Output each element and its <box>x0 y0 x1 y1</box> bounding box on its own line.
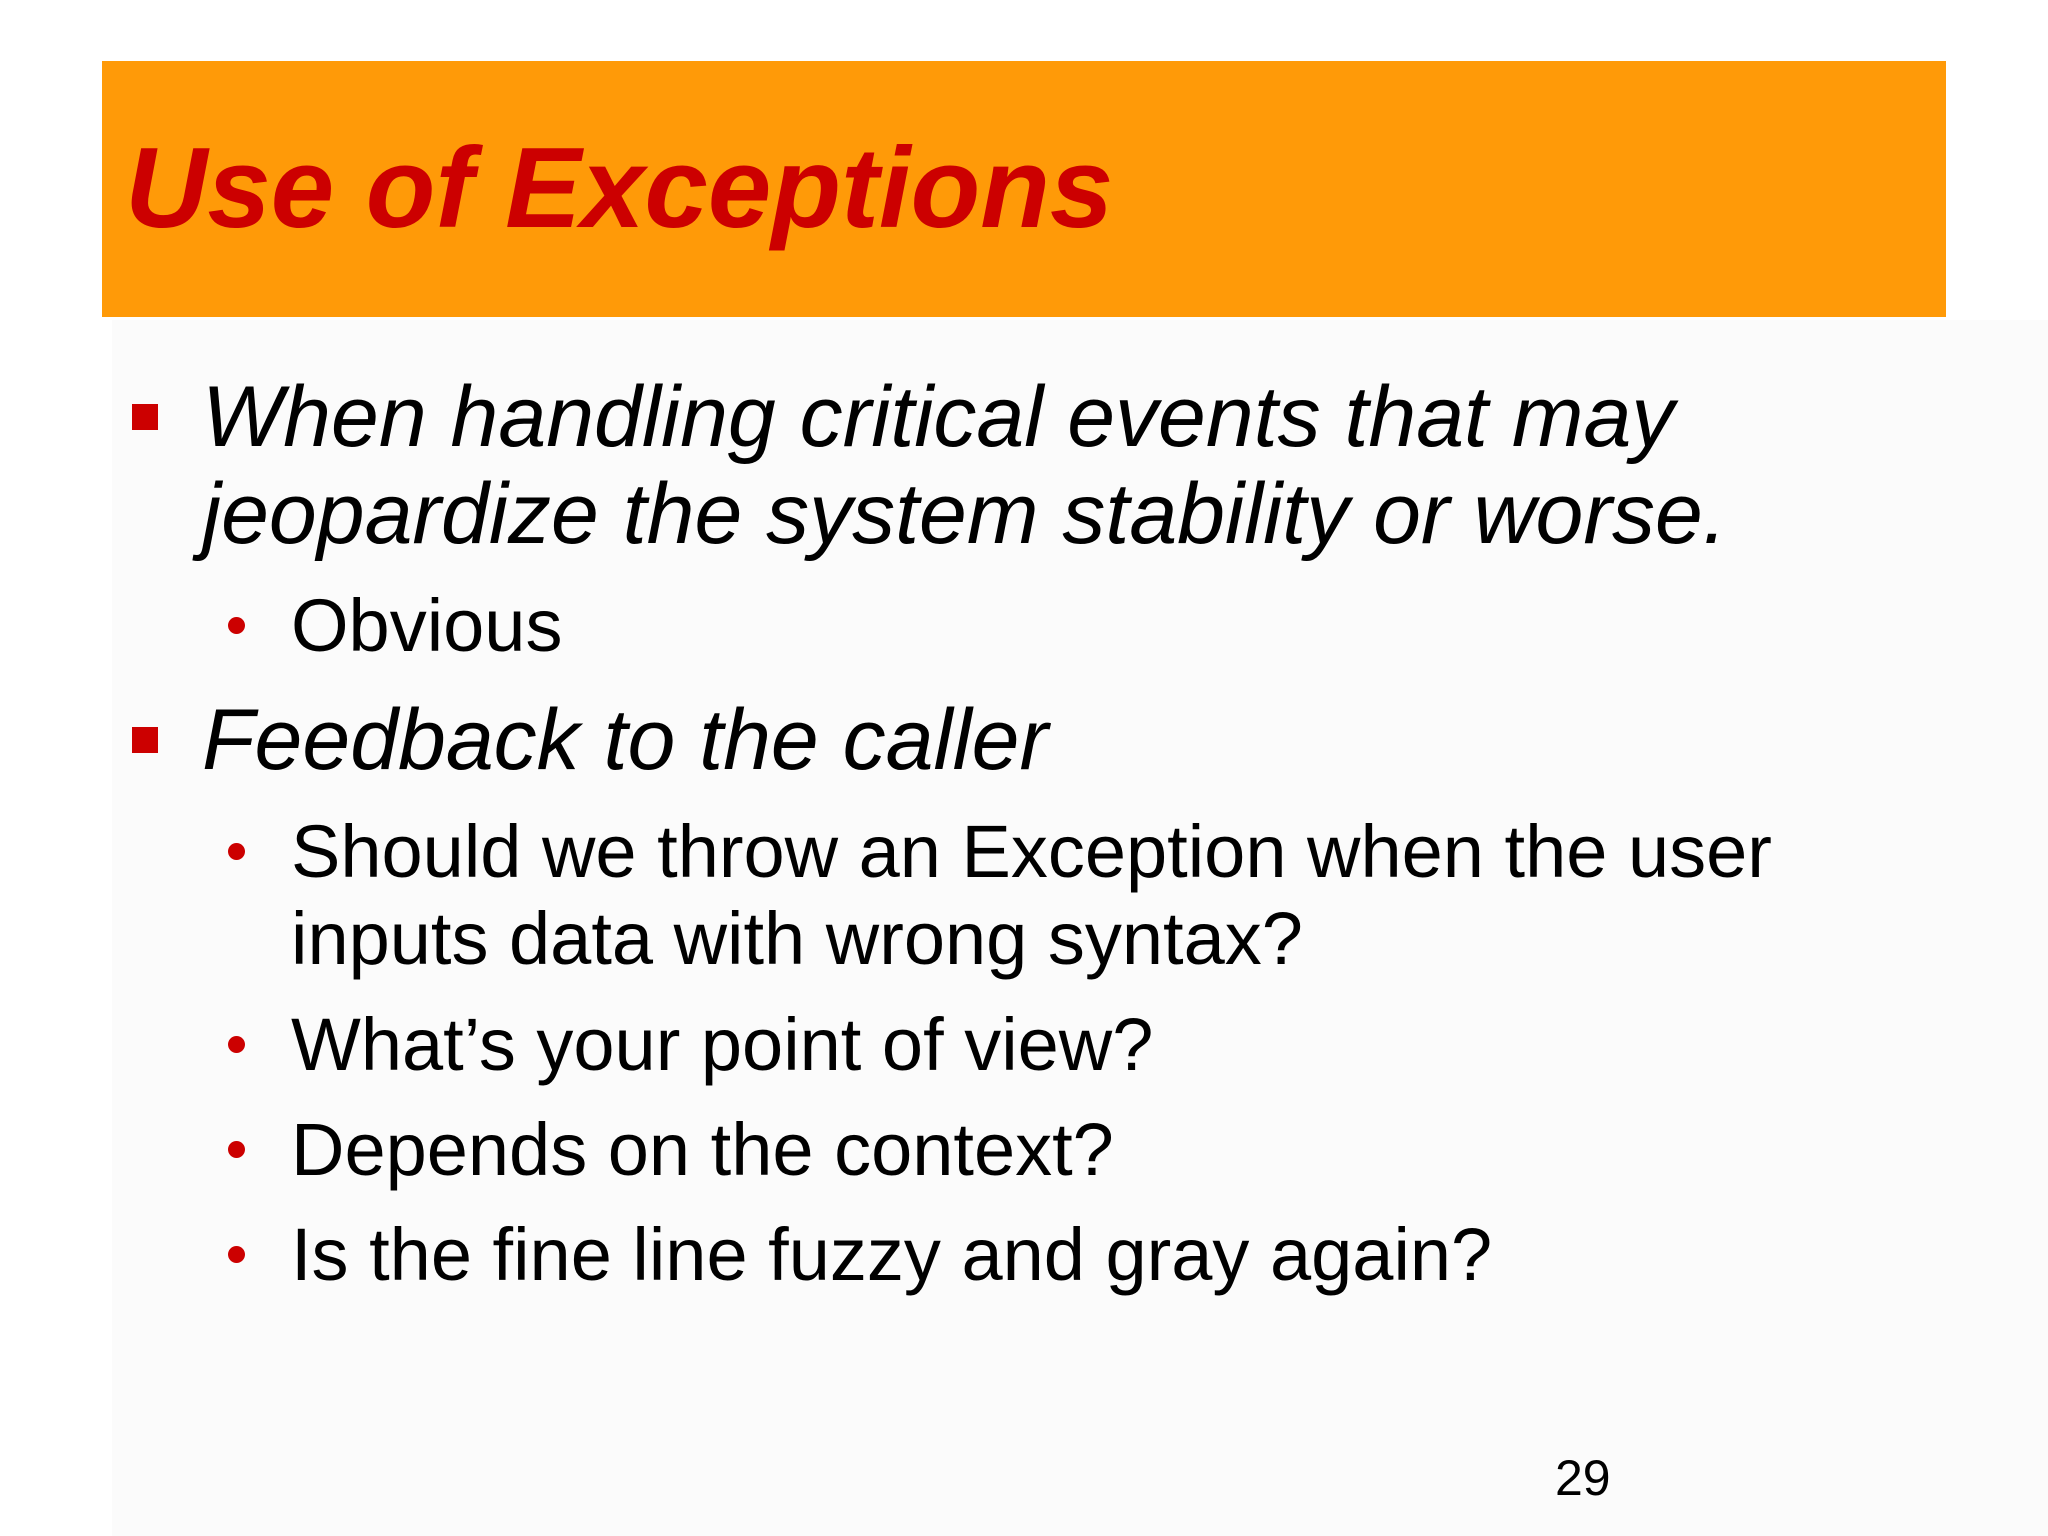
round-bullet-icon <box>228 617 245 634</box>
round-bullet-icon <box>228 1246 245 1263</box>
sub-bullet-fine-line: Is the fine line fuzzy and gray again? <box>291 1213 1493 1296</box>
square-bullet-icon <box>132 404 158 430</box>
bullet-1-line-1: When handling critical events that may <box>202 369 1675 465</box>
slide-title: Use of Exceptions <box>125 125 1114 252</box>
sub-bullet-throw-exception-line-2: inputs data with wrong syntax? <box>291 897 1303 980</box>
sub-bullet-context: Depends on the context? <box>291 1108 1114 1191</box>
round-bullet-icon <box>228 1036 245 1053</box>
sub-bullet-throw-exception-line-1: Should we throw an Exception when the user <box>291 810 1772 893</box>
sub-bullet-obvious: Obvious <box>291 584 563 667</box>
bullet-2-line-1: Feedback to the caller <box>202 692 1049 788</box>
bullet-1-line-2: jeopardize the system stability or worse. <box>202 466 1727 562</box>
page-number: 29 <box>1555 1450 1611 1506</box>
square-bullet-icon <box>132 727 158 753</box>
sub-bullet-point-of-view: What’s your point of view? <box>291 1003 1154 1086</box>
round-bullet-icon <box>228 843 245 860</box>
round-bullet-icon <box>228 1141 245 1158</box>
